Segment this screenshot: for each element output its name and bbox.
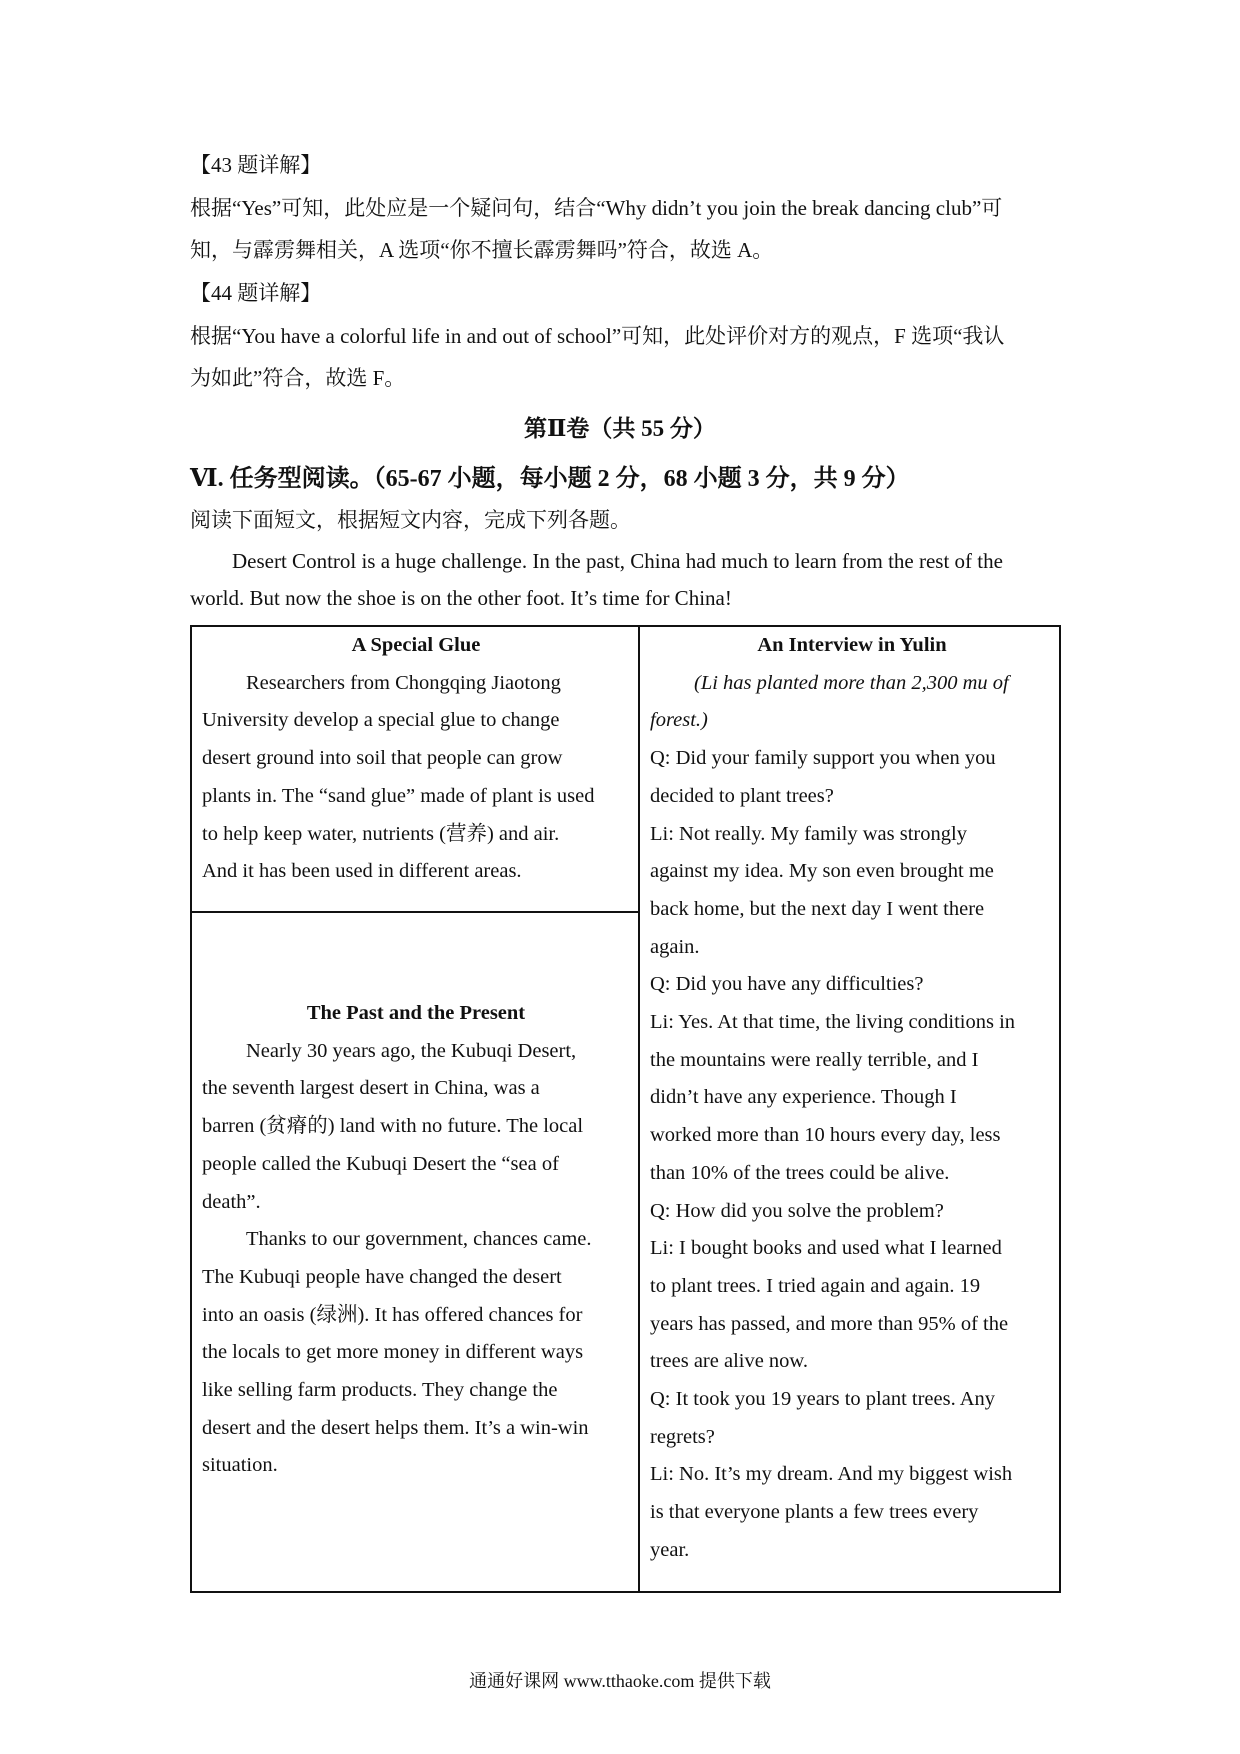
interview-line: didn’t have any experience. Though I: [650, 1086, 957, 1109]
past-present-line: into an oasis (绿洲). It has offered chances for: [202, 1303, 583, 1326]
interview-line: decided to plant trees?: [650, 784, 834, 807]
special-glue-line: desert ground into soil that people can grow: [202, 747, 563, 770]
interview-line: than 10% of the trees could be alive.: [650, 1161, 950, 1184]
special-glue-line: And it has been used in different areas.: [202, 860, 522, 883]
past-present-line: Nearly 30 years ago, the Kubuqi Desert,: [246, 1039, 577, 1062]
interview-note-line: forest.): [650, 709, 708, 732]
interview-line: against my idea. My son even brought me: [650, 860, 994, 883]
past-present-line: the seventh largest desert in China, was a: [202, 1077, 540, 1100]
special-glue-cell: [202, 627, 630, 891]
interview-line: worked more than 10 hours every day, less: [650, 1124, 1001, 1147]
table-row-divider: [190, 911, 639, 913]
past-present-line: death”.: [202, 1190, 261, 1213]
interview-line: year.: [650, 1538, 690, 1561]
special-glue-line: University develop a special glue to change: [202, 709, 560, 732]
intro-line-2: world. But now the shoe is on the other foot. It’s time for China!: [190, 586, 732, 610]
interview-line: Li: Not really. My family was strongly: [650, 822, 967, 845]
past-present-line: like selling farm products. They change the: [202, 1379, 558, 1402]
interview-line: trees are alive now.: [650, 1350, 809, 1373]
interview-line: Li: No. It’s my dream. And my biggest wish: [650, 1463, 1013, 1486]
special-glue-line: plants in. The “sand glue” made of plant is used: [202, 784, 595, 807]
special-glue-line: Researchers from Chongqing Jiaotong: [246, 671, 561, 694]
past-present-line: situation.: [202, 1454, 278, 1477]
past-present-line: Thanks to our government, chances came.: [246, 1228, 592, 1251]
past-present-title: The Past and the Present: [306, 1002, 526, 1024]
interview-line: to plant trees. I tried again and again. 19: [650, 1274, 981, 1297]
instruction: 阅读下面短文，根据短文内容，完成下列各题。: [190, 508, 631, 532]
table-column-divider: [638, 625, 640, 1593]
explanation-43-heading: 【43 题详解】: [190, 153, 322, 177]
interview-line: years has passed, and more than 95% of the: [650, 1312, 1009, 1335]
interview-line: again.: [650, 935, 700, 958]
past-present-line: the locals to get more money in different ways: [202, 1341, 584, 1364]
past-present-line: barren (贫瘠的) land with no future. The local: [202, 1115, 584, 1138]
page-footer: 通通好课网 www.tthaoke.com 提供下载: [469, 1671, 771, 1691]
interview-line: Q: Did you have any difficulties?: [650, 973, 924, 996]
explanation-44-line-1: 根据“You have a colorful life in and out of school”可知，此处评价对方的观点，F 选项“我认: [190, 324, 1005, 348]
interview-line: regrets?: [650, 1425, 715, 1448]
past-present-line: The Kubuqi people have changed the desert: [202, 1265, 562, 1288]
interview-line: back home, but the next day I went there: [650, 897, 985, 920]
interview-line: the mountains were really terrible, and I: [650, 1048, 979, 1071]
interview-note-line: (Li has planted more than 2,300 mu of: [694, 671, 1009, 694]
section-vi-heading: Ⅵ. 任务型阅读。（65-67 小题，每小题 2 分，68 小题 3 分，共 9 分）: [190, 466, 910, 492]
interview-line: Li: Yes. At that time, the living conditions in: [650, 1011, 1016, 1034]
past-present-cell: [202, 995, 630, 1485]
section-title: 第Ⅱ卷（共 55 分）: [524, 416, 716, 441]
past-present-line: people called the Kubuqi Desert the “sea of: [202, 1152, 559, 1175]
explanation-44-line-2: 为如此”符合，故选 F。: [190, 366, 406, 390]
interview-line: Li: I bought books and used what I learned: [650, 1237, 1002, 1260]
special-glue-title: A Special Glue: [351, 634, 481, 656]
explanation-44-heading: 【44 题详解】: [190, 281, 322, 305]
explanation-43-line-1: 根据“Yes”可知，此处应是一个疑问句，结合“Why didn’t you join the break dancing club”可: [190, 196, 1003, 220]
explanation-43-line-2: 知，与霹雳舞相关，A 选项“你不擅长霹雳舞吗”符合，故选 A。: [190, 238, 774, 262]
intro-line-1: Desert Control is a huge challenge. In the past, China had much to learn from the rest of the: [232, 549, 1003, 573]
interview-line: Q: How did you solve the problem?: [650, 1199, 944, 1222]
past-present-line: desert and the desert helps them. It’s a win-win: [202, 1416, 589, 1439]
interview-line: Q: Did your family support you when you: [650, 747, 996, 770]
special-glue-line: to help keep water, nutrients (营养) and air.: [202, 822, 560, 845]
interview-line: is that everyone plants a few trees every: [650, 1501, 979, 1524]
interview-line: Q: It took you 19 years to plant trees. Any: [650, 1388, 996, 1411]
interview-cell: [650, 627, 1054, 1570]
interview-title: An Interview in Yulin: [757, 634, 947, 656]
